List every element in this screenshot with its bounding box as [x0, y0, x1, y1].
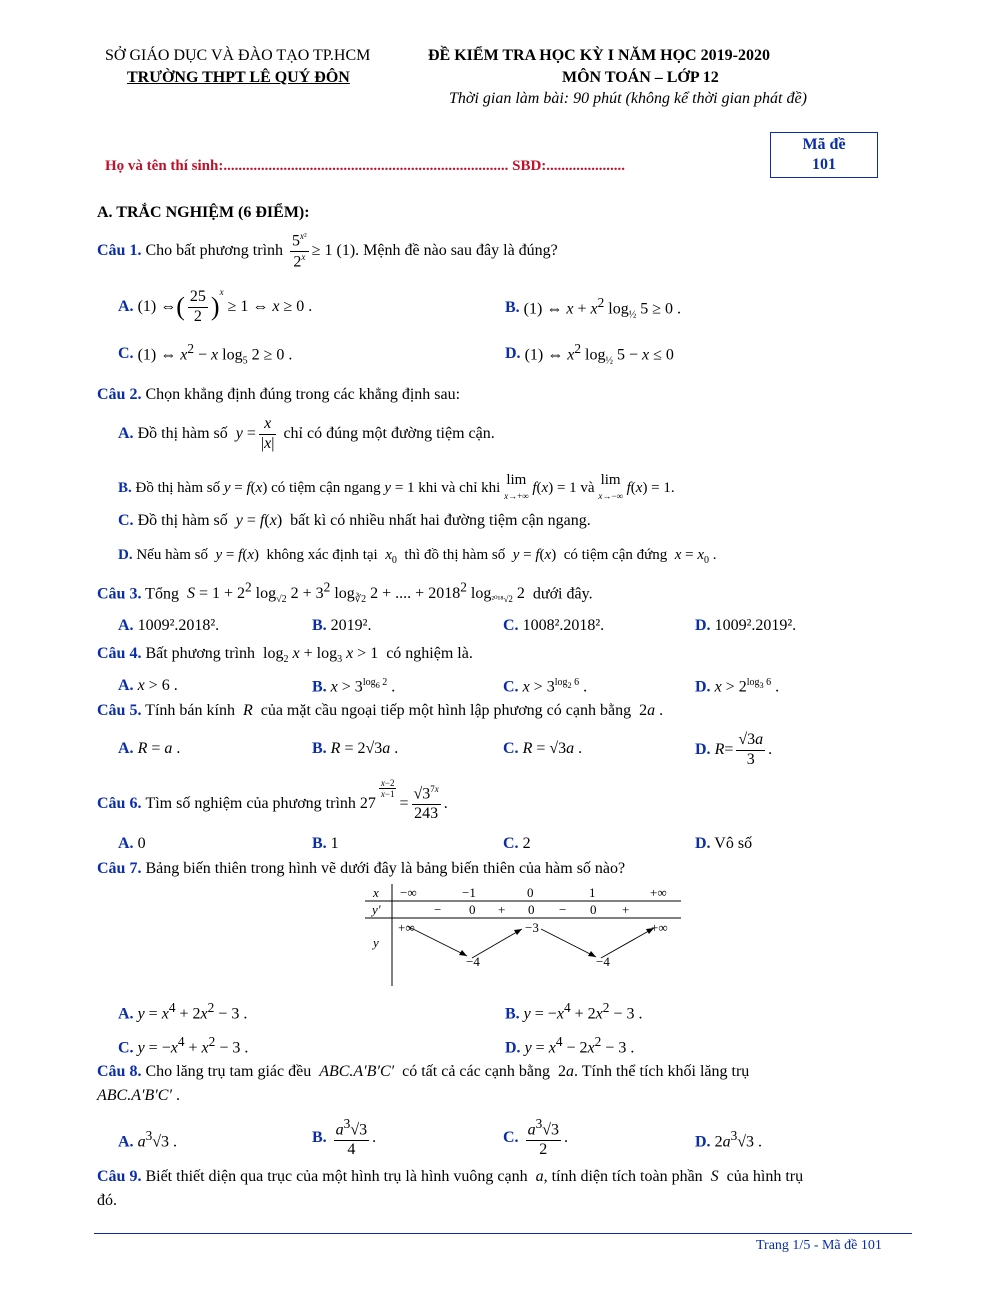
question-text: của hình trụ [726, 1168, 804, 1185]
question-label: Câu 9. [97, 1168, 142, 1185]
option-text: có tiệm cận đứng [563, 547, 668, 563]
question-label: Câu 4. [97, 645, 142, 662]
exam-code-box [770, 132, 878, 178]
q5-option-d: D. R = $\frac{√3a}{3}$ . [695, 731, 773, 768]
question-3: Câu 3. Tổng $S = 1 + 2^2$ $\log_{√2} 2 + 3^2$ $\log_{∛2} 2$ + .... + $2018^2$ $\log_{^{2018}√2} 2$ dưới đây. [97, 580, 593, 606]
q8-option-d: D. $2a^3√3$ . [695, 1128, 763, 1151]
question-8-cont: ABC.A′B′C′ . [97, 1087, 180, 1104]
option-text: 1009².2019². [714, 617, 797, 634]
q6-option-d: D. Vô số [695, 835, 753, 852]
q6-option-a: A. 0 [118, 835, 146, 852]
option-text: 1008².2018². [522, 617, 605, 634]
q4-option-c: C. $x > 3^{log_2 6}$ . [503, 677, 588, 696]
option-label: D. [118, 547, 133, 563]
option-text: Đồ thị hàm số [135, 479, 221, 496]
q6-option-b: B. 1 [312, 835, 339, 852]
variation-table [365, 884, 681, 986]
option-text: Đồ thị hàm số [137, 512, 228, 529]
table-y-value: −3 [525, 920, 539, 935]
option-text: 1009².2018². [137, 617, 220, 634]
question-text: của mặt cầu ngoại tiếp một hình lập phương có cạnh bằng [260, 702, 632, 719]
exam-time: Thời gian làm bài: 90 phút (không kể thời gian phát đề) [449, 90, 807, 107]
question-label: Câu 6. [97, 795, 142, 812]
option-text: không xác định tại [266, 547, 378, 563]
question-label: Câu 8. [97, 1063, 142, 1080]
q3-option-b: B. 2019². [312, 617, 372, 634]
q1-option-c: C. (1) ⇔ $x^2 - x$ $\log_5 2 \ge 0$ . [118, 341, 293, 367]
table-sign: 0 [528, 902, 535, 917]
q4-option-d: D. $x > 2^{log_3 6}$ . [695, 677, 780, 696]
option-label: B. [505, 299, 520, 316]
option-text: chỉ có đúng một đường tiệm cận. [283, 425, 495, 442]
table-y-label: y [373, 935, 379, 950]
q6-option-c: C. 2 [503, 835, 531, 852]
question-text: Chọn khẳng định đúng trong các khẳng định sau: [145, 386, 461, 403]
question-text: Biết thiết diện qua trục của một hình trụ là hình vuông cạnh [145, 1168, 528, 1185]
section-a-title: A. TRẮC NGHIỆM (6 ĐIỂM): [97, 204, 310, 221]
option-text: khi và chỉ khi [418, 479, 501, 496]
table-x-value: 0 [527, 885, 534, 900]
question-text: Bảng biến thiên trong hình vẽ dưới đây là bảng biến thiên của hàm số nào? [145, 860, 626, 877]
option-text: bất kì có nhiều nhất hai đường tiệm cận ngang. [290, 512, 591, 529]
table-sign: 0 [469, 902, 476, 917]
exam-code-value: 101 [812, 156, 836, 173]
q3-option-a: A. 1009².2018². [118, 617, 220, 634]
option-label: A. [118, 298, 134, 315]
table-y-value: +∞ [651, 920, 668, 935]
school-name: TRƯỜNG THPT LÊ QUÝ ĐÔN [127, 69, 350, 86]
page-footer: Trang 1/5 - Mã đề 101 [756, 1238, 882, 1253]
q5-option-a: A. R = a . [118, 740, 181, 757]
question-9: Câu 9. Biết thiết diện qua trục của một hình trụ là hình vuông cạnh a, tính diện tích toàn phần S của hình trụ [97, 1168, 804, 1185]
question-text: Tổng [145, 585, 179, 603]
table-sign: − [434, 902, 442, 917]
formula: $\frac{5^{x^2}}{2^x}$ [292, 230, 307, 270]
question-label: Câu 5. [97, 702, 142, 719]
question-text: , tính diện tích toàn phần [543, 1168, 703, 1185]
table-sign: 0 [590, 902, 597, 917]
exam-title: ĐỀ KIỂM TRA HỌC KỲ I NĂM HỌC 2019-2020 [428, 47, 770, 64]
table-yprime-label: y′ [372, 902, 381, 917]
table-y-value: −4 [596, 954, 610, 969]
option-label: C. [118, 345, 134, 362]
question-7 [97, 860, 625, 878]
q7-option-b: B. $y = -x^4 + 2x^2 - 3$ . [505, 1000, 643, 1023]
q1-option-d: D. (1) ⇔ $x^2$ $\log_{\frac{1}{2}} 5 - x \le 0$ [505, 341, 674, 367]
option-text: có tiệm cận ngang [271, 479, 381, 496]
q2-option-c: C. Đồ thị hàm số y = f(x) bất kì có nhiều nhất hai đường tiệm cận ngang. [118, 512, 591, 529]
question-6: Câu 6. Tìm số nghiệm của phương trình 27 $\frac{x-2}{x-1}$ = $\frac{√3^{7x}}{243}$ . [97, 778, 448, 823]
q3-option-c: C. 1008².2018². [503, 617, 605, 634]
question-8: Câu 8. Cho lăng trụ tam giác đều ABC.A′B′C′ có tất cả các cạnh bằng 2a. Tính thể tích khối lăng trụ [97, 1063, 750, 1080]
question-1: Câu 1. Cho bất phương trình $\frac{5^{x^2}}{2^x}$ ≥ 1 (1) . Mệnh đề nào sau đây là đúng? [97, 230, 558, 270]
option-text: 1 [330, 835, 339, 852]
option-label: C. [118, 512, 134, 529]
exam-code-label: Mã đề [802, 136, 846, 153]
q7-option-c: C. $y = -x^4 + x^2 - 3$ . [118, 1034, 249, 1057]
question-text: dưới đây. [532, 585, 593, 603]
question-label: Câu 2. [97, 386, 142, 403]
question-2 [97, 386, 460, 404]
footer-rule [94, 1233, 912, 1234]
question-4: Câu 4. Bất phương trình $\log_2 x + \log_3 x > 1$ có nghiệm là. [97, 645, 473, 666]
question-label: Câu 7. [97, 860, 142, 877]
question-text: Cho bất phương trình [145, 242, 284, 259]
dept-name: SỞ GIÁO DỤC VÀ ĐÀO TẠO TP.HCM [105, 47, 371, 64]
q5-option-b: B. R = 2√3a . [312, 740, 399, 757]
question-label: Câu 1. [97, 242, 142, 259]
table-y-value: −4 [466, 954, 480, 969]
question-text: Cho lăng trụ tam giác đều [145, 1063, 312, 1080]
q7-option-d: D. $y = x^4 - 2x^2 - 3$ . [505, 1034, 635, 1057]
option-text: Đồ thị hàm số [137, 425, 228, 442]
option-text: 0 [137, 835, 146, 852]
table-x-value: +∞ [650, 885, 667, 900]
q7-option-a: A. $y = x^4 + 2x^2 - 3$ . [118, 1000, 248, 1023]
question-text: có nghiệm là. [386, 645, 473, 662]
option-text: thì đồ thị hàm số [404, 547, 506, 563]
question-text: có tất cả các cạnh bằng [402, 1063, 551, 1080]
option-text: Nếu hàm số [136, 547, 208, 563]
q1-option-b: B. (1) ⇔ $x + x^2$ $\log_{\frac{1}{2}} 5 \ge 0$ . [505, 295, 681, 321]
question-text: Tìm số nghiệm của phương trình [145, 795, 356, 812]
q1-option-a: A. (1) ⇔ ( $\frac{25}{2}$ ) $^x$ ≥ 1 ⇔ x ≥ 0 . [118, 287, 313, 325]
option-text: và [580, 479, 595, 496]
q8-option-b: B. $\frac{a^3√3}{4}$ . [312, 1116, 377, 1159]
table-sign: − [559, 902, 567, 917]
q2-option-a: A. Đồ thị hàm số y = $\frac{x}{|x|}$ chỉ có đúng một đường tiệm cận. [118, 415, 495, 452]
question-label: Câu 3. [97, 585, 142, 603]
q4-option-a: A. x > 6 . [118, 677, 178, 694]
q2-option-b: B. Đồ thị hàm số y = f(x) có tiệm cận ngang y = 1 khi và chỉ khi lim x→+∞ f(x) = 1 và lim x→−∞ f(x) = 1. [118, 472, 675, 501]
option-text: 2019². [330, 617, 372, 634]
table-sign: + [498, 902, 506, 917]
table-x-value: −1 [462, 885, 476, 900]
option-label: A. [118, 425, 134, 442]
subject-title: MÔN TOÁN – LỚP 12 [562, 69, 719, 86]
question-text: Bất phương trình [145, 645, 256, 662]
question-text: Tính bán kính [145, 702, 235, 719]
q8-option-a: A. $a^3√3$ . [118, 1128, 178, 1151]
option-text: 2 [522, 835, 531, 852]
table-sign: + [622, 902, 630, 917]
option-label: B. [118, 479, 132, 496]
option-label: D. [505, 345, 521, 362]
q5-option-c: C. R = √3a . [503, 740, 583, 757]
table-x-value: −∞ [400, 885, 417, 900]
question-text: . Mệnh đề nào sau đây là đúng? [355, 242, 558, 259]
table-y-value: +∞ [398, 920, 415, 935]
question-5: Câu 5. Tính bán kính R của mặt cầu ngoại tiếp một hình lập phương có cạnh bằng 2a . [97, 702, 664, 719]
q8-option-c: C. $\frac{a^3√3}{2}$ . [503, 1116, 569, 1159]
option-text: Vô số [714, 835, 753, 852]
q3-option-d: D. 1009².2019². [695, 617, 797, 634]
question-9-cont: đó. [97, 1192, 117, 1209]
table-x-value: 1 [589, 885, 596, 900]
q2-option-d: D. Nếu hàm số y = f(x) không xác định tại $x_0$ thì đồ thị hàm số y = f(x) có tiệm cận đứng $x = x_0$ . [118, 547, 717, 566]
q4-option-b: B. $x > 3^{log_6 2}$ . [312, 677, 396, 696]
question-text: . Tính thể tích khối lăng trụ [574, 1063, 750, 1080]
table-x-label: x [373, 885, 379, 900]
candidate-line: Họ và tên thí sinh:............................................................................ SBD:..................... [105, 158, 626, 174]
